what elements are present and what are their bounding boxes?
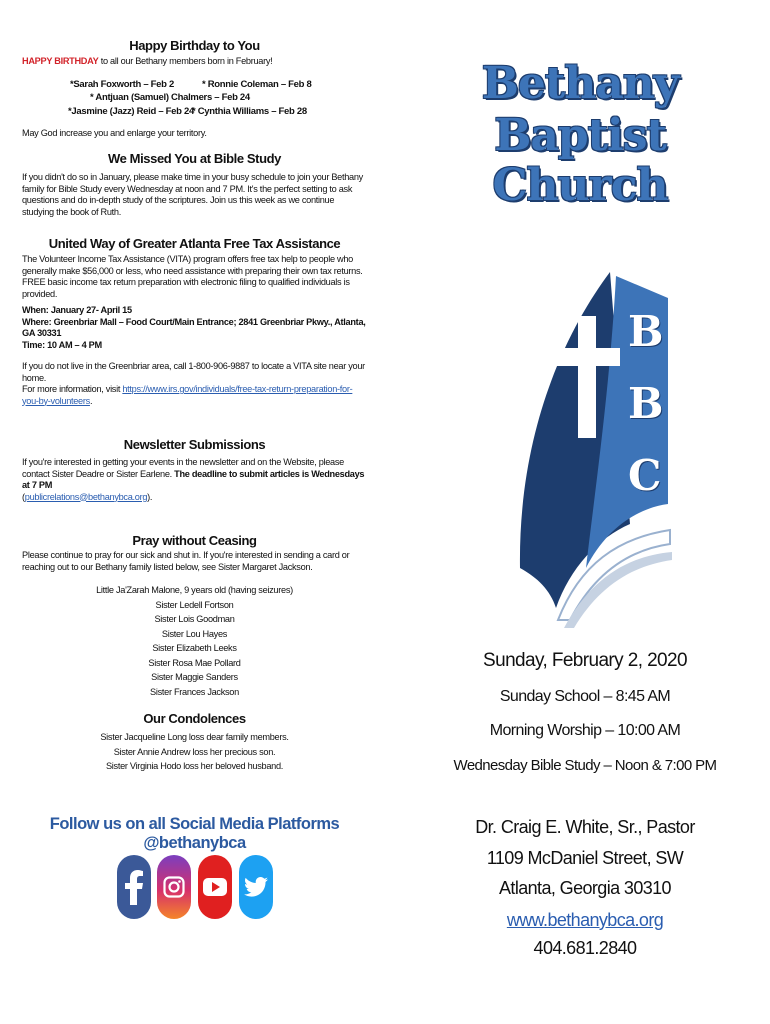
condolence-entry: Sister Jacqueline Long loss dear family members.	[100, 732, 289, 742]
follow-us-text: Follow us on all Social Media Platforms @bethanybca	[49, 815, 340, 852]
prayer-name: Sister Frances Jackson	[150, 686, 239, 697]
tax-phone-line: If you do not live in the Greenbriar area, call 1-800-906-9887 to locate a VITA site near your home.	[22, 361, 365, 383]
newsletter-email-link[interactable]: publicrelations@bethanybca.org	[24, 491, 148, 502]
birthday-heading: Happy Birthday to You	[129, 38, 260, 53]
tax-text: The Volunteer Income Tax Assistance (VITA) program offers free tax help to people who generally make $56,000 or less, who need assistance with preparing their own tax returns. FREE basic income tax return preparation with electronic filing to qualified individuals is provided.	[22, 254, 363, 299]
newsletter-heading: Newsletter Submissions	[123, 437, 266, 452]
prayer-list	[22, 583, 367, 699]
tax-info-line	[22, 384, 367, 407]
worship-time: Morning Worship – 10:00 AM	[489, 722, 681, 739]
logo-letter-c: C	[628, 451, 662, 500]
tax-time: Time: 10 AM – 4 PM	[22, 339, 102, 350]
tax-info-prefix: For more information, visit	[22, 384, 123, 394]
facebook-icon[interactable]	[117, 855, 151, 919]
condolence-entry: Sister Annie Andrew loss her precious son.	[113, 746, 276, 757]
service-date: Sunday, February 2, 2020	[483, 650, 687, 671]
sunday-school-time: Sunday School – 8:45 AM	[499, 688, 671, 705]
pastor-name: Dr. Craig E. White, Sr., Pastor	[475, 817, 695, 837]
left-column	[22, 38, 367, 774]
birthday-entry: *Sarah Foxworth – Feb 2	[70, 78, 174, 90]
birthday-intro	[22, 56, 367, 68]
logo-letters	[628, 296, 664, 512]
birthday-entry: *Jasmine (Jazz) Reid – Feb 24	[68, 105, 194, 117]
birthday-blessing: May God increase you and enlarge your territory.	[22, 127, 207, 138]
newsletter-paren: (	[22, 491, 25, 502]
tax-where: Where: Greenbriar Mall – Food Court/Main Entrance; 2841 Greenbriar Pkwy., Atlanta, GA 30331	[22, 316, 366, 338]
logo-letter-b2: B	[628, 379, 664, 428]
birthday-intro-text: to all our Bethany members born in February!	[98, 56, 273, 66]
prayer-text: Please continue to pray for our sick and shut in. If you're interested in sending a card or reaching out to our Bethany family listed below, see Sister Margaret Jackson.	[22, 550, 350, 572]
bible-study-heading: We Missed You at Bible Study	[107, 151, 281, 166]
street-address: 1109 McDaniel Street, SW	[486, 848, 684, 868]
church-name-line2: Church	[492, 160, 668, 211]
church-name-line1: Bethany Baptist	[481, 58, 679, 161]
prayer-name: Little Ja'Zarah Malone, 9 years old (having seizures)	[96, 585, 293, 595]
prayer-name: Sister Ledell Fortson	[155, 599, 234, 610]
condolences-list	[22, 730, 367, 774]
prayer-name: Sister Maggie Sanders	[151, 672, 238, 682]
birthday-entry: * Cynthia Williams – Feb 28	[192, 105, 307, 117]
prayer-heading: Pray without Ceasing	[132, 533, 257, 548]
condolences-heading: Our Condolences	[143, 711, 246, 726]
prayer-name: Sister Elizabeth Leeks	[152, 643, 237, 653]
logo-letter-b1: B	[628, 307, 664, 356]
prayer-name: Sister Lois Goodman	[154, 614, 235, 624]
irs-link[interactable]: https://www.irs.gov/individuals/free-tax-return-preparation-for-you-by-volunteers	[22, 384, 353, 406]
prayer-name: Sister Rosa Mae Pollard	[148, 657, 241, 668]
birthday-highlight: HAPPY BIRTHDAY	[22, 56, 99, 66]
tax-heading: United Way of Greater Atlanta Free Tax Assistance	[48, 236, 341, 251]
birthday-list	[22, 78, 367, 122]
newsletter-paren-close: ).	[147, 491, 153, 502]
twitter-icon[interactable]	[239, 855, 273, 919]
bible-study-text: If you didn't do so in January, please make time in your busy schedule to join your Bethany family for Bible Study every Wednesday at noon and 7 PM. It's the perfect setting to ask questions and do in-depth study of the scriptures. Join us this week as we continue studying the book of Ruth.	[22, 172, 363, 217]
prayer-name: Sister Lou Hayes	[161, 628, 228, 639]
birthday-entry: * Antjuan (Samuel) Chalmers – Feb 24	[90, 91, 250, 103]
city-address: Atlanta, Georgia 30310	[499, 878, 671, 898]
youtube-icon[interactable]	[198, 855, 232, 919]
tax-when: When: January 27- April 15	[22, 305, 132, 315]
website-link[interactable]: www.bethanybca.org	[506, 910, 664, 930]
condolence-entry: Sister Virginia Hodo loss her beloved husband.	[105, 761, 284, 771]
newsletter-text	[22, 457, 367, 503]
birthday-entry: * Ronnie Coleman – Feb 8	[202, 78, 312, 90]
newsletter-deadline: The deadline to submit articles is Wednesdays at 7 PM	[22, 468, 365, 490]
phone-number: 404.681.2840	[533, 938, 637, 958]
newsletter-body: If you're interested in getting your events in the newsletter and on the Website, please contact Sister Deadre or Sister Earlene.	[22, 457, 344, 479]
instagram-icon[interactable]	[157, 855, 191, 919]
website-wrap	[440, 910, 730, 931]
bible-study-time: Wednesday Bible Study – Noon & 7:00 PM	[453, 757, 717, 774]
tax-info-suffix: .	[89, 395, 93, 406]
